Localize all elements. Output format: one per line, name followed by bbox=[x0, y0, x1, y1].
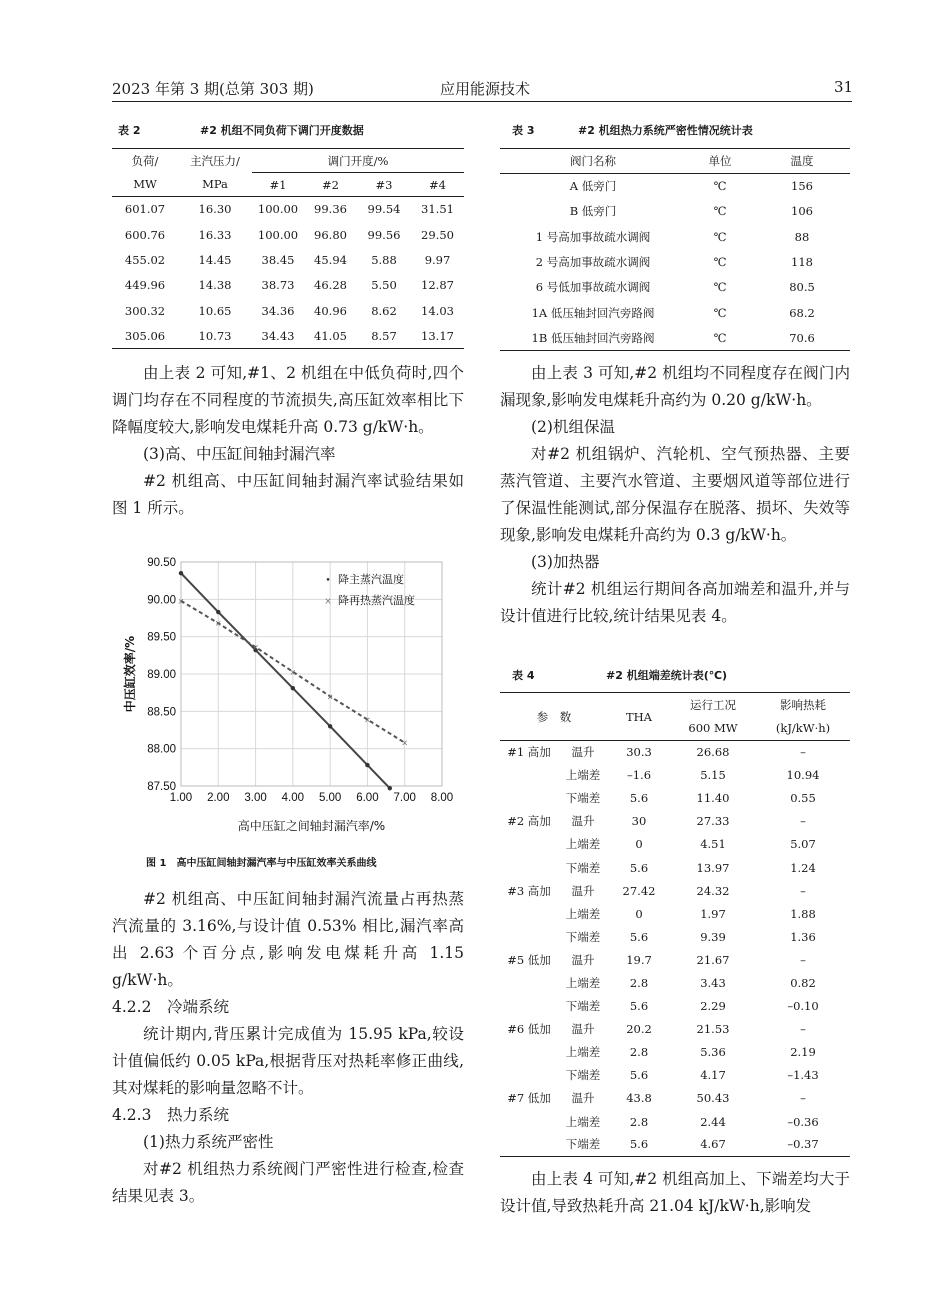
t4-cell: 下端差 bbox=[565, 999, 601, 1014]
t2-cell: 10.73 bbox=[198, 328, 232, 343]
t3-row bbox=[500, 325, 850, 350]
figure1-caption: 图 1 高中压缸间轴封漏汽率与中压缸效率关系曲线 bbox=[146, 858, 377, 869]
t2-cell: 449.96 bbox=[124, 278, 166, 293]
right-section-2: (2)机组保温 bbox=[531, 418, 615, 436]
legend-label: 降再热蒸汽温度 bbox=[338, 594, 415, 607]
t4-cell: 13.97 bbox=[696, 860, 730, 875]
t2-cell: 38.73 bbox=[261, 278, 295, 293]
t2-cell: 41.05 bbox=[314, 328, 347, 343]
t4-cell: – bbox=[800, 745, 806, 760]
t4-cell: 0 bbox=[635, 906, 643, 921]
t4-cell: 5.6 bbox=[629, 1068, 649, 1083]
t2-cell: 100.00 bbox=[257, 227, 299, 242]
t3-header-unit: 单位 bbox=[708, 154, 732, 168]
t3-row bbox=[500, 275, 850, 300]
t4-cell: 5.15 bbox=[700, 768, 726, 783]
table3-number: 表 3 bbox=[512, 124, 535, 137]
t4-cell bbox=[500, 925, 558, 948]
t2-cell: 31.51 bbox=[421, 202, 454, 217]
t4-row bbox=[500, 902, 850, 925]
t4-row bbox=[500, 787, 850, 810]
t4-cell: 4.17 bbox=[700, 1068, 726, 1083]
t4-header-param: 参 数 bbox=[536, 709, 572, 724]
t2-cell: 9.97 bbox=[424, 252, 451, 267]
t4-cell: – bbox=[800, 1022, 806, 1037]
t4-cell: 2.8 bbox=[629, 1045, 649, 1060]
series-2-point: × bbox=[214, 619, 222, 629]
t3-cell: ℃ bbox=[713, 305, 727, 320]
t2-header-valve: 调门开度/% bbox=[252, 149, 464, 173]
t2-cell: 455.02 bbox=[124, 252, 166, 267]
t4-cell: 1.97 bbox=[700, 906, 726, 921]
y-tick-label: 87.50 bbox=[147, 781, 176, 793]
t2-header-pressure-unit: MPa bbox=[202, 177, 228, 192]
t3-cell: ℃ bbox=[713, 255, 727, 270]
series-2-point: × bbox=[177, 596, 185, 606]
t2-header-valve-2: #2 bbox=[322, 177, 339, 192]
journal-name: 应用能源技术 bbox=[440, 80, 531, 98]
t2-row bbox=[112, 222, 464, 247]
t4-cell: #1 高加 bbox=[507, 745, 551, 760]
t3-row bbox=[500, 300, 850, 325]
t3-cell: 88 bbox=[794, 229, 810, 244]
right-paragraph-3: 统计#2 机组运行期间各高加端差和温升,并与设计值进行比较,统计结果见表 4。 bbox=[500, 580, 850, 625]
t4-cell: 温升 bbox=[571, 814, 595, 829]
x-tick-label: 6.00 bbox=[356, 792, 379, 804]
t3-cell: A 低旁门 bbox=[569, 179, 617, 194]
t4-cell: 0 bbox=[635, 837, 643, 852]
table2-number: 表 2 bbox=[118, 124, 141, 137]
t4-cell: 2.8 bbox=[629, 1114, 649, 1129]
series-1-point bbox=[365, 763, 369, 767]
t4-cell: #6 低加 bbox=[507, 1022, 551, 1037]
t2-cell: 601.07 bbox=[124, 202, 166, 217]
t4-cell bbox=[500, 1041, 558, 1064]
t4-cell: 11.40 bbox=[696, 791, 730, 806]
t4-cell: – bbox=[800, 883, 806, 898]
t2-cell: 300.32 bbox=[124, 303, 166, 318]
t4-cell: 10.94 bbox=[786, 768, 820, 783]
t4-cell: 27.42 bbox=[622, 883, 656, 898]
series-1-point bbox=[291, 686, 295, 690]
section-tightness: (1)热力系统严密性 bbox=[143, 1133, 274, 1151]
t4-cell: – bbox=[800, 1091, 806, 1106]
t3-row bbox=[500, 224, 850, 249]
t4-cell: 5.6 bbox=[629, 1137, 649, 1152]
t4-row bbox=[500, 764, 850, 787]
left-paragraph-5: 对#2 机组热力系统阀门严密性进行检查,检查结果见表 3。 bbox=[112, 1160, 464, 1205]
x-tick-label: 1.00 bbox=[169, 792, 193, 804]
x-tick-label: 3.00 bbox=[244, 792, 267, 804]
t3-cell: 156 bbox=[791, 179, 813, 194]
t4-row bbox=[500, 1041, 850, 1064]
series-1-point bbox=[388, 786, 392, 790]
x-axis-label: 高中压缸之间轴封漏汽率/% bbox=[237, 819, 386, 833]
series-2-point: × bbox=[326, 692, 334, 702]
t2-header-load: 负荷/ bbox=[131, 153, 159, 168]
t4-header-effect: 影响热耗 bbox=[780, 697, 826, 712]
t2-cell: 10.65 bbox=[198, 303, 232, 318]
t2-cell: 29.50 bbox=[421, 227, 454, 242]
t2-cell: 600.76 bbox=[124, 227, 166, 242]
t2-row bbox=[112, 247, 464, 272]
t4-row bbox=[500, 995, 850, 1018]
t4-cell: 2.29 bbox=[700, 999, 726, 1014]
t4-cell bbox=[500, 995, 558, 1018]
t2-cell: 14.45 bbox=[198, 252, 232, 267]
left-paragraph-1: 由上表 2 可知,#1、2 机组在中低负荷时,四个调门均存在不同程度的节流损失,高压缸效率相比下降幅度较大,影响发电煤耗升高 0.73 g/kW·h。 bbox=[112, 364, 464, 436]
t4-cell bbox=[500, 833, 558, 856]
t4-row bbox=[500, 971, 850, 994]
page-number: 31 bbox=[834, 78, 854, 96]
t4-cell: –1.6 bbox=[626, 768, 652, 783]
t4-cell: 0.55 bbox=[790, 791, 816, 806]
t3-header-name: 阀门名称 bbox=[570, 154, 616, 168]
t4-cell: 温升 bbox=[571, 952, 595, 967]
t2-cell: 16.30 bbox=[198, 202, 232, 217]
t4-cell: 下端差 bbox=[565, 791, 601, 806]
t2-header-valve-3: #3 bbox=[375, 177, 393, 192]
t4-cell: –0.37 bbox=[787, 1137, 819, 1152]
t4-cell: 5.6 bbox=[629, 999, 649, 1014]
y-tick-label: 89.00 bbox=[147, 669, 176, 681]
t4-cell: 5.6 bbox=[629, 791, 649, 806]
t3-row bbox=[500, 199, 850, 224]
table4-number: 表 4 bbox=[512, 669, 535, 682]
t2-cell: 13.17 bbox=[421, 328, 454, 343]
series-2-point: × bbox=[364, 715, 371, 725]
x-tick-label: 2.00 bbox=[207, 792, 230, 804]
table2 bbox=[112, 148, 464, 349]
t4-cell: 26.68 bbox=[696, 745, 730, 760]
series-1-point bbox=[328, 724, 332, 728]
right-paragraph-4: 由上表 4 可知,#2 机组高加上、下端差均大于设计值,导致热耗升高 21.04 kJ/kW·h,影响发 bbox=[500, 1170, 850, 1215]
t4-cell: 21.67 bbox=[696, 952, 730, 967]
t4-row bbox=[500, 1018, 850, 1041]
t4-cell: 上端差 bbox=[565, 837, 601, 852]
series-1-point bbox=[216, 610, 220, 614]
t4-cell: 下端差 bbox=[565, 860, 601, 875]
t4-cell: – bbox=[800, 814, 806, 829]
table4-title: #2 机组端差统计表(℃) bbox=[606, 669, 728, 682]
t4-cell: 1.88 bbox=[790, 906, 816, 921]
t4-row bbox=[500, 948, 850, 971]
t3-cell: ℃ bbox=[713, 204, 727, 219]
t3-cell: 1A 低压轴封回汽旁路阀 bbox=[531, 305, 655, 320]
t2-cell: 38.45 bbox=[261, 252, 295, 267]
t4-cell bbox=[500, 787, 558, 810]
t4-cell: 2.19 bbox=[790, 1045, 816, 1060]
t3-cell: 80.5 bbox=[789, 280, 815, 295]
t4-cell: 5.6 bbox=[629, 929, 649, 944]
t4-cell: 1.24 bbox=[790, 860, 816, 875]
table3 bbox=[500, 148, 850, 351]
t2-cell: 34.36 bbox=[261, 303, 295, 318]
t4-cell: #3 高加 bbox=[507, 883, 551, 898]
table3-title: #2 机组热力系统严密性情况统计表 bbox=[578, 124, 753, 137]
y-tick-label: 88.50 bbox=[147, 706, 176, 719]
t2-cell: 14.03 bbox=[421, 303, 454, 318]
t4-cell: 2.8 bbox=[629, 975, 649, 990]
t4-cell: –0.36 bbox=[787, 1114, 819, 1129]
t4-row bbox=[500, 879, 850, 902]
t4-row bbox=[500, 1064, 850, 1087]
t4-row bbox=[500, 741, 850, 764]
t4-header-run: 运行工况 bbox=[690, 697, 736, 712]
t4-row bbox=[500, 1087, 850, 1110]
y-tick-label: 88.00 bbox=[147, 743, 176, 756]
t2-header-pressure: 主汽压力/ bbox=[190, 153, 240, 168]
t4-cell: 19.7 bbox=[626, 952, 652, 967]
t3-cell: 68.2 bbox=[789, 305, 815, 320]
t2-cell: 5.50 bbox=[371, 278, 397, 293]
right-paragraph-2: 对#2 机组锅炉、汽轮机、空气预热器、主要蒸汽管道、主要汽水管道、主要烟风道等部位进行了保温性能测试,部分保温存在脱落、损坏、失效等现象,影响发电煤耗升高约为 0.3 g/kW·h。 bbox=[500, 445, 850, 544]
t4-cell: 上端差 bbox=[565, 768, 601, 783]
t3-cell: 70.6 bbox=[789, 330, 815, 345]
t4-cell bbox=[500, 1110, 558, 1133]
section-4-2-3: 4.2.3 热力系统 bbox=[112, 1106, 229, 1124]
left-paragraph-2: #2 机组高、中压缸间轴封漏汽率试验结果如图 1 所示。 bbox=[112, 472, 464, 517]
t4-cell: #2 高加 bbox=[507, 814, 551, 829]
t4-cell bbox=[500, 902, 558, 925]
t3-row bbox=[500, 249, 850, 274]
t4-cell: –0.10 bbox=[787, 999, 819, 1014]
t3-header-temp: 温度 bbox=[790, 154, 814, 168]
t4-cell: 下端差 bbox=[565, 1068, 601, 1083]
t3-cell: 2 号高加事故疏水调阀 bbox=[535, 255, 651, 270]
t4-cell: 上端差 bbox=[565, 1114, 601, 1129]
t4-cell: 30 bbox=[631, 814, 647, 829]
t4-cell: #7 低加 bbox=[507, 1091, 551, 1106]
t4-cell: 温升 bbox=[571, 1022, 595, 1037]
t4-cell: –1.43 bbox=[787, 1068, 819, 1083]
t4-cell: 30.3 bbox=[626, 745, 652, 760]
t2-row bbox=[112, 298, 464, 323]
t4-cell: – bbox=[800, 952, 806, 967]
t3-row bbox=[500, 174, 850, 199]
t4-row bbox=[500, 925, 850, 948]
t2-cell: 40.96 bbox=[314, 303, 347, 318]
t4-cell: 3.43 bbox=[700, 975, 726, 990]
t3-cell: ℃ bbox=[713, 280, 727, 295]
t2-cell: 100.00 bbox=[257, 202, 299, 217]
t4-cell bbox=[500, 764, 558, 787]
right-section-3: (3)加热器 bbox=[531, 553, 600, 571]
t4-cell: 上端差 bbox=[565, 906, 601, 921]
t4-cell: 5.36 bbox=[700, 1045, 726, 1060]
series-2-point: × bbox=[401, 738, 409, 748]
t4-header-effect-unit: (kJ/kW·h) bbox=[775, 721, 831, 736]
t3-cell: ℃ bbox=[713, 330, 727, 345]
t2-cell: 14.38 bbox=[198, 278, 232, 293]
t2-cell: 34.43 bbox=[261, 328, 295, 343]
t2-cell: 305.06 bbox=[124, 328, 166, 343]
y-tick-label: 90.00 bbox=[147, 594, 176, 607]
t2-cell: 8.57 bbox=[371, 328, 397, 343]
t4-cell: 27.33 bbox=[696, 814, 730, 829]
figure1-chart bbox=[112, 548, 464, 844]
header-rule bbox=[112, 101, 852, 102]
t4-cell: 温升 bbox=[571, 1091, 595, 1106]
t4-cell: 24.32 bbox=[696, 883, 730, 898]
t4-cell bbox=[500, 1133, 558, 1156]
t4-row bbox=[500, 1110, 850, 1133]
t4-header-tha: THA bbox=[625, 709, 652, 724]
t4-cell: 5.6 bbox=[629, 860, 649, 875]
y-tick-label: 90.50 bbox=[147, 557, 176, 569]
t4-cell: 下端差 bbox=[565, 929, 601, 944]
t2-cell: 8.62 bbox=[371, 303, 397, 318]
t4-header-run-load: 600 MW bbox=[688, 721, 738, 736]
x-tick-label: 5.00 bbox=[318, 792, 342, 804]
series-2-point: × bbox=[289, 667, 297, 677]
t2-cell: 99.54 bbox=[367, 202, 401, 217]
t4-row bbox=[500, 810, 850, 833]
t2-row bbox=[112, 197, 464, 222]
table2-title: #2 机组不同负荷下调门开度数据 bbox=[200, 124, 364, 137]
legend-marker: • bbox=[325, 576, 331, 586]
t4-cell bbox=[500, 971, 558, 994]
t4-cell: 温升 bbox=[571, 745, 595, 760]
t4-cell: 温升 bbox=[571, 883, 595, 898]
t4-cell: 下端差 bbox=[565, 1137, 601, 1152]
section-4-2-2: 4.2.2 冷端系统 bbox=[112, 998, 229, 1016]
x-tick-label: 4.00 bbox=[281, 792, 305, 804]
t4-cell: 4.51 bbox=[700, 837, 726, 852]
t4-cell: #5 低加 bbox=[507, 952, 551, 967]
t3-cell: ℃ bbox=[713, 229, 727, 244]
t3-cell: 1B 低压轴封回汽旁路阀 bbox=[531, 330, 655, 345]
legend-label: 降主蒸汽温度 bbox=[338, 573, 404, 586]
t4-cell: 5.07 bbox=[790, 837, 816, 852]
t4-cell: 9.39 bbox=[700, 929, 726, 944]
left-paragraph-4: 统计期内,背压累计完成值为 15.95 kPa,较设计值偏低约 0.05 kPa,根据背压对热耗率修正曲线,其对煤耗的影响量忽略不计。 bbox=[112, 1025, 464, 1097]
t2-cell: 12.87 bbox=[421, 278, 454, 293]
t4-cell: 2.44 bbox=[700, 1114, 726, 1129]
journal-issue: 2023 年第 3 期(总第 303 期) bbox=[112, 80, 314, 98]
series-2-point: × bbox=[252, 643, 259, 653]
t2-header-valve-1: #1 bbox=[269, 177, 287, 192]
left-paragraph-3: #2 机组高、中压缸间轴封漏汽流量占再热蒸汽流量的 3.16%,与设计值 0.53% 相比,漏汽率高出 2.63 个百分点,影响发电煤耗升高 1.15 g/kW·h。 bbox=[112, 890, 464, 989]
t4-cell: 4.67 bbox=[700, 1137, 726, 1152]
t2-cell: 99.56 bbox=[367, 227, 401, 242]
t3-cell: ℃ bbox=[713, 179, 727, 194]
right-paragraph-1: 由上表 3 可知,#2 机组均不同程度存在阀门内漏现象,影响发电煤耗升高约为 0.20 g/kW·h。 bbox=[500, 364, 850, 409]
t4-cell: 上端差 bbox=[565, 1045, 601, 1060]
t2-cell: 5.88 bbox=[371, 252, 397, 267]
t4-cell: 50.43 bbox=[696, 1091, 730, 1106]
t4-row bbox=[500, 856, 850, 879]
y-axis-label: 中压缸效率/% bbox=[123, 635, 137, 713]
t4-row bbox=[500, 833, 850, 856]
t2-cell: 16.33 bbox=[198, 227, 232, 242]
t4-cell: 20.2 bbox=[626, 1022, 652, 1037]
x-tick-label: 8.00 bbox=[430, 792, 454, 804]
t3-cell: 1 号高加事故疏水调阀 bbox=[535, 229, 651, 244]
left-section-3: (3)高、中压缸间轴封漏汽率 bbox=[143, 445, 336, 463]
t4-cell: 0.82 bbox=[790, 975, 816, 990]
t2-cell: 46.28 bbox=[314, 278, 347, 293]
t4-cell bbox=[500, 1064, 558, 1087]
t2-cell: 96.80 bbox=[314, 227, 347, 242]
t4-cell: 1.36 bbox=[790, 929, 816, 944]
t4-cell bbox=[500, 856, 558, 879]
t2-header-load-unit: MW bbox=[133, 177, 157, 192]
table4 bbox=[500, 692, 850, 1157]
t2-cell: 45.94 bbox=[314, 252, 347, 267]
t4-cell: 21.53 bbox=[696, 1022, 730, 1037]
series-1-point bbox=[179, 571, 183, 575]
t4-row bbox=[500, 1133, 850, 1156]
t2-cell: 99.36 bbox=[314, 202, 347, 217]
legend-marker: × bbox=[324, 597, 332, 607]
x-tick-label: 7.00 bbox=[393, 792, 416, 804]
t3-cell: B 低旁门 bbox=[569, 204, 617, 219]
t4-cell: 43.8 bbox=[626, 1091, 652, 1106]
t3-cell: 118 bbox=[791, 255, 813, 270]
t4-cell: 上端差 bbox=[565, 975, 601, 990]
t3-cell: 106 bbox=[791, 204, 813, 219]
t2-row bbox=[112, 273, 464, 298]
t2-header-valve-4: #4 bbox=[429, 177, 446, 192]
t3-cell: 6 号低加事故疏水调阀 bbox=[535, 280, 651, 295]
t2-row bbox=[112, 323, 464, 348]
y-tick-label: 89.50 bbox=[147, 631, 176, 644]
